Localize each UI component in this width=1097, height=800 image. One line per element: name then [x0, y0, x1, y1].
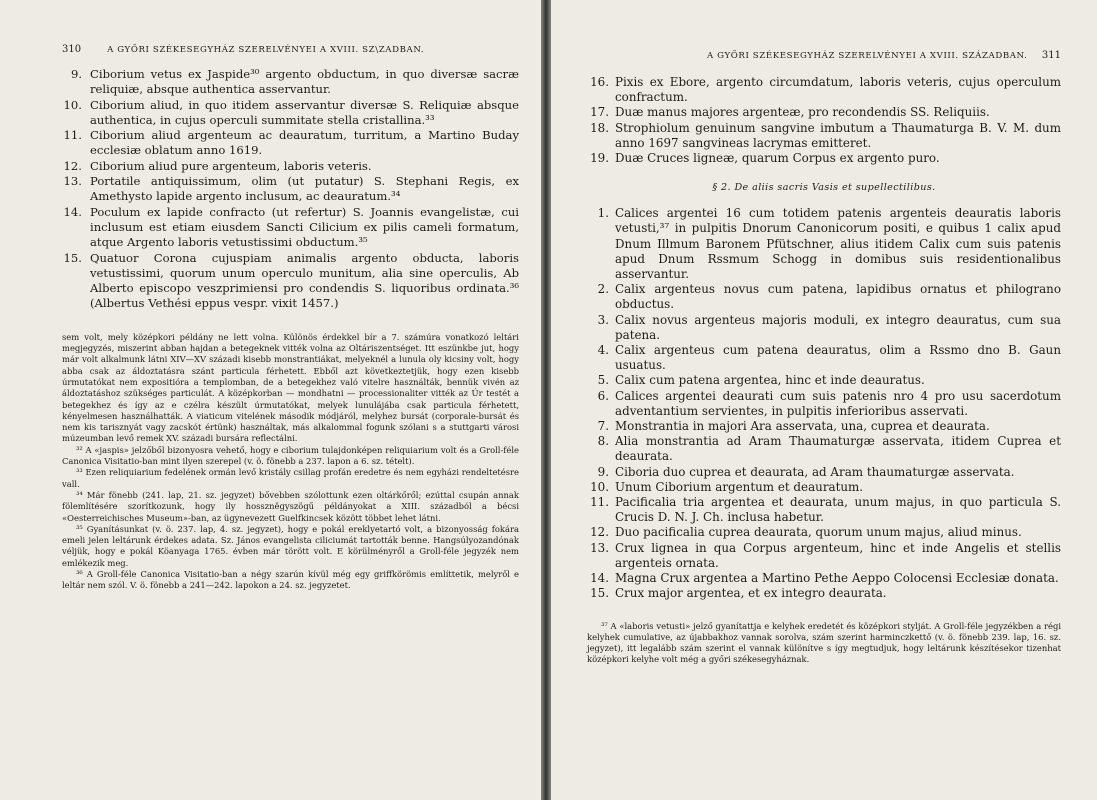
- inventory-item: 6. Calices argentei deaurati cum suis patenis nro 4 pro usu sacerdotum adventantium servientes, in pulpitis inferioribus asservati.: [597, 388, 1061, 418]
- right-footnotes: [587, 621, 1061, 666]
- inventory-item: 17. Duæ manus majores argenteæ, pro recondendis SS. Reliquiis.: [590, 105, 990, 120]
- inventory-item: 14. Magna Crux argentea a Martino Pethe Aeppo Colocensi Ecclesiæ donata.: [590, 571, 1059, 586]
- inventory-item: 19. Duæ Cruces ligneæ, quarum Corpus ex argento puro.: [590, 151, 940, 166]
- left-page: [0, 0, 541, 800]
- inventory-item: 11. Ciborium aliud argenteum ac deauratum, turritum, a Martino Buday ecclesiæ oblatum anno 1619.: [63, 128, 519, 158]
- inventory-item: 18. Strophiolum genuinum sangvine imbutum a Thaumaturga B. V. M. dum anno 1697 sangvineas lacrymas emitteret.: [590, 120, 1061, 150]
- inventory-item: 10. Unum Ciborium argentum et deauratum.: [590, 479, 864, 494]
- inventory-item: 7. Monstrantia in majori Ara asservata, una, cuprea et deaurata.: [597, 419, 990, 434]
- right-running-head: [587, 50, 1061, 61]
- inventory-item: 9. Ciboria duo cuprea et deaurata, ad Aram thaumaturgæ asservata.: [597, 464, 1015, 479]
- right-page-number: 311: [1041, 50, 1061, 61]
- inventory-item: 1. Calices argentei 16 cum totidem patenis argenteis deauratis laboris vetusti,³⁷ in pulpitis Dnorum Canonicorum positi, e quibus 1 calix apud Dnum Illmum Baronem Pfütschner, alius itidem Calix cum suis patenis apud Dnum Rssmum Schogg in domibus suis residentionalibus asservantur.: [597, 206, 1061, 282]
- inventory-item: 15. Crux major argentea, et ex integro deaurata.: [590, 586, 887, 601]
- inventory-item: 4. Calix argenteus cum patena deauratus, olim a Rssmo dno B. Gaun usuatus.: [597, 343, 1061, 373]
- inventory-item: 13. Crux lignea in qua Corpus argenteum, hinc et inde Angelis et stellis argenteis ornata.: [590, 540, 1061, 570]
- footnote: ³² A «jaspis» jelzőből bizonyosra vehető, hogy e ciborium tulajdonképen reliquiarium volt és a Groll-féle Canonica Visitatio-ban mint ilyen szerepel (v. ö. fönebb a 237. lapon a 6. sz. tételt).: [62, 444, 519, 467]
- left-footnotes: [62, 332, 519, 592]
- footnote: ³⁶ A Groll-féle Canonica Visitatio-ban a négy szarún kívül még egy griffkörömis említtetik, melyről e leltár nem szól. V. ö. fönebb a 241—242. lapokon a 24. sz. jegyzetet.: [62, 568, 519, 591]
- footnote: ³³ Ezen reliquiarium fedelének ormán levő kristály csillag profán eredetre és nem egyházi rendeltetésre vall.: [62, 467, 519, 489]
- footnote: ³⁴ Már fönebb (241. lap, 21. sz. jegyzet) bővebben szólottunk ezen oltárkőről; ezúttal csupán annak fölemlítésére szorítkozunk, hogy ily hosszněgyszögű példányokat a XIII. századból a bécsi «Oesterreichisches Museum»-ban, az ügynevezett Guelfkincsek között többet lehet látni.: [62, 489, 519, 523]
- inventory-item: 9. Ciborium vetus ex Jaspide³⁰ argento obductum, in quo diversæ sacræ reliquiæ, absque authentica asservantur.: [70, 67, 519, 97]
- inventory-item: 14. Poculum ex lapide confracto (ut refertur) S. Joannis evangelistæ, cui inclusum est etiam eiusdem Sancti Cilicium ex pilis cameli formatum, atque Argento laboris vetustissimi obductum.³⁵: [63, 204, 519, 250]
- right-inventory-list-top: [587, 75, 1061, 166]
- inventory-item: 16. Pixis ex Ebore, argento circumdatum, laboris veteris, cujus operculum confractum.: [590, 75, 1061, 105]
- inventory-item: 2. Calix argenteus novus cum patena, lapidibus ornatus et philograno obductus.: [597, 282, 1061, 312]
- footnote: sem volt, mely középkori példány ne lett volna. Különös érdekkel bír a 7. számúra vonatkozó leltári megjegyzés, miszerint abban hajdan a betegeknek vitték volna az Oltáriszentséget. Itt eszünkbe jut, hogy már volt alkalmunk látni XIV—XV századi kisebb monstrantiákat, melyeknél a lunula oly kicsiny volt, hogy abba csak az áldoztatásra szánt particula férhetett. Ebből azt következtetjük, hogy ezen kisebb úrmutatókat nem expositióra a templomban, de a betegekhez való vitelre használták, bennük vivén az áldoztatáshoz szükséges particulát. A középkorban — mondhatni — processionaliter vitték az Úr testét a betegekhez és így az e czélra készült úrmutatókat, melyek lunulájába csak particula férhetett, kényelmesen használhatták. A viaticum vitelének második módjáról, melyhez bursát (corporale-bursát és nem kis tarisznyát vagy zacskót értünk) használtak, más alkalommal fogunk szólani s a stuttgarti városi múzeumban levő remek XV. századi bursára reflectálni.: [62, 331, 519, 444]
- left-running-head: [62, 44, 519, 55]
- inventory-item: 10. Ciborium aliud, in quo itidem asservantur diversæ S. Reliquiæ absque authentica, in cujus operculi summitate stella cristallina.³³: [63, 97, 519, 127]
- inventory-item: 5. Calix cum patena argentea, hinc et inde deauratus.: [597, 373, 925, 388]
- footnote: ³⁵ Gyanításunkat (v. ö. 237. lap, 4. sz. jegyzet), hogy e pokál ereklyetartó volt, a bizonyosság fokára emeli jelen leltárunk érdekes adata. Sz. János evangelista ciliciumát tartották benne. Hangsúlyozandónak véljük, hogy e pokál Köanyaga 1765. évben már törött volt. E körülményről a Groll-féle jegyzék nem emlékezik meg.: [62, 523, 519, 568]
- right-inventory-list-bottom: [587, 206, 1061, 601]
- inventory-item: 8. Alia monstrantia ad Aram Thaumaturgæ asservata, itidem Cuprea et deaurata.: [597, 434, 1061, 464]
- inventory-item: 11. Pacificalia tria argentea et deaurata, unum majus, in quo particula S. Crucis D. N. J. Ch. inclusa habetur.: [590, 495, 1061, 525]
- left-page-number: 310: [62, 44, 82, 55]
- book-gutter: [541, 0, 551, 800]
- right-running-title: A GYŐRI SZÉKESEGYHÁZ SZERELVÉNYEI A XVIII. SZÁZADBAN.: [707, 51, 1028, 61]
- section-heading: § 2. De aliis sacris Vasis et supellectilibus.: [712, 182, 936, 194]
- inventory-item: 3. Calix novus argenteus majoris moduli, ex integro deauratus, cum sua patena.: [597, 312, 1061, 342]
- inventory-item: 12. Ciborium aliud pure argenteum, laboris veteris.: [63, 158, 372, 173]
- inventory-item: 13. Portatile antiquissimum, olim (ut putatur) S. Stephani Regis, ex Amethysto lapide argento inclusum, ac deauratum.³⁴: [63, 174, 519, 204]
- left-inventory-list: [62, 67, 519, 312]
- right-page: [551, 0, 1097, 800]
- inventory-item: 12. Duo pacificalia cuprea deaurata, quorum unum majus, aliud minus.: [590, 525, 1022, 540]
- footnote: ³⁷ A «laboris vetusti» jelző gyanítattja e kelyhek eredetét és középkori stylját. A Groll-féle jegyzékben a régi kelyhek cumulative, az újabbakhoz vannak sorolva, szám szerint harminczkettő (v. ö. fönebb 239. lap, 16. sz. jegyzet), itt legalább szám szerint el vannak különítve s így megtudjuk, hogy leltárunk készítésekor tizenhat középkori kelyhe volt még a győri székesegyháznak.: [587, 620, 1061, 665]
- inventory-item: 15. Quatuor Corona cujuspiam animalis argento obducta, laboris vetustissimi, quorum unum operculo munitum, alia sine operculis, Ab Alberto episcopo veszprimiensi pro condendis S. liquoribus ordinata.³⁶ (Albertus Vethési eppus vespr. vixit 1457.): [63, 250, 519, 311]
- left-running-title: A GYŐRI SZÉKESEGYHÁZ SZERELVÉNYEI A XVIII. SZ\ZADBAN.: [107, 45, 425, 55]
